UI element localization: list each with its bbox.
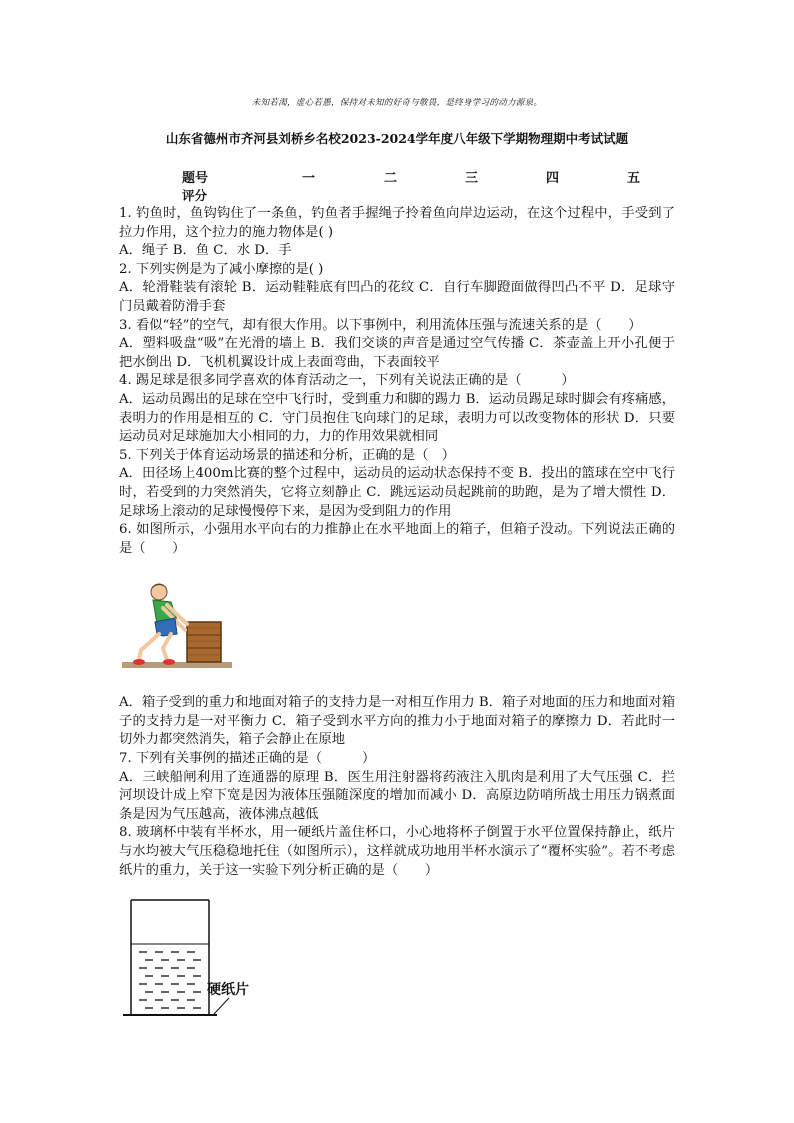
card-label: 硬纸片 <box>207 982 249 999</box>
score-table-label: 题号 <box>182 171 209 186</box>
score-col-1: 一 <box>302 171 316 186</box>
question-3-options: A．塑料吸盘“吸”在光滑的墙上 B．我们交谈的声音是通过空气传播 C．茶壶盖上开小孔便于把水倒出 D．飞机机翼设计成上表面弯曲，下表面较平 <box>119 336 675 370</box>
question-6-stem: 6. 如图所示，小强用水平向右的力推静止在水平地面上的箱子，但箱子没动。下列说法正确的是（ ） <box>119 522 675 556</box>
header-motto: 未知若渴，虚心若愚，保持对未知的好奇与敬畏，是终身学习的动力源泉。 <box>251 98 543 108</box>
question-3-stem: 3. 看似“轻”的空气，却有很大作用。以下事例中，利用流体压强与流速关系的是（ ） <box>119 317 642 333</box>
score-col-2: 二 <box>384 171 398 186</box>
question-list <box>119 205 675 1028</box>
question-2-options: A．轮滑鞋装有滚轮 B．运动鞋鞋底有凹凸的花纹 C．自行车脚蹬面做得凹凸不平 D．足球守门员戴着防滑手套 <box>119 280 675 314</box>
question-5-options: A．田径场上400m比赛的整个过程中，运动员的运动状态保持不变 B．投出的篮球在空中飞行时，若受到的力突然消失，它将立刻静止 C．跳远运动员起跳前的助跑，是为了增大惯性 D．足球场上滚动的足球慢慢停下来，是因为受到阻力的作用 <box>119 466 675 519</box>
score-row-label: 评分 <box>182 188 208 203</box>
score-col-5: 五 <box>627 171 641 186</box>
inverted-cup-figure <box>119 898 675 1028</box>
question-2-stem: 2. 下列实例是为了减小摩擦的是( ) <box>119 261 324 277</box>
question-5-stem: 5. 下列关于体育运动场景的描述和分析，正确的是（ ） <box>119 447 456 463</box>
question-7-stem: 7. 下列有关事例的描述正确的是（ ） <box>119 751 376 767</box>
question-4-options: A．运动员踢出的足球在空中飞行时，受到重力和脚的踢力 B．运动员踢足球时脚会有疼痛感，表明力的作用是相互的 C．守门员抱住飞向球门的足球，表明力可以改变物体的形状 D．只要运动员对足球施加大小相同的力，力的作用效果就相同 <box>119 391 675 445</box>
score-table <box>0 167 794 185</box>
question-6-options: A．箱子受到的重力和地面对箱子的支持力是一对相互作用力 B．箱子对地面的压力和地面对箱子的支持力是一对平衡力 C．箱子受到水平方向的推力小于地面对箱子的摩擦力 D．若此时一切外力都突然消失，箱子会静止在原地 <box>119 695 675 748</box>
question-1-stem: 1. 钓鱼时，鱼钩钩住了一条鱼，钓鱼者手握绳子拎着鱼向岸边运动，在这个过程中，手受到了拉力作用，这个拉力的施力物体是( ) <box>119 206 675 240</box>
score-col-3: 三 <box>465 171 479 186</box>
question-4-stem: 4. 踢足球是很多同学喜欢的体育活动之一，下列有关说法正确的是（ ） <box>119 373 575 389</box>
score-col-4: 四 <box>546 171 560 186</box>
question-1-options: A．绳子 B．鱼 C．水 D．手 <box>119 243 292 259</box>
boy-pushing-box-figure <box>119 578 675 678</box>
exam-title: 山东省德州市齐河县刘桥乡名校2023-2024学年度八年级下学期物理期中考试试题 <box>165 131 629 146</box>
question-8-stem: 8. 玻璃杯中装有半杯水，用一硬纸片盖住杯口，小心地将杯子倒置于水平位置保持静止，纸片与水均被大气压稳稳地托住（如图所示），这样就成功地用半杯水演示了“覆杯实验”。若不考虑纸片的重力，关于这一实验下列分析正确的是（ ） <box>119 825 675 878</box>
question-7-options: A．三峡船闸利用了连通器的原理 B．医生用注射器将药液注入肌肉是利用了大气压强 C．拦河坝设计成上窄下宽是因为液体压强随深度的增加而减小 D．高原边防哨所战士用压力锅煮面条是因为气压越高，液体沸点越低 <box>119 769 675 822</box>
